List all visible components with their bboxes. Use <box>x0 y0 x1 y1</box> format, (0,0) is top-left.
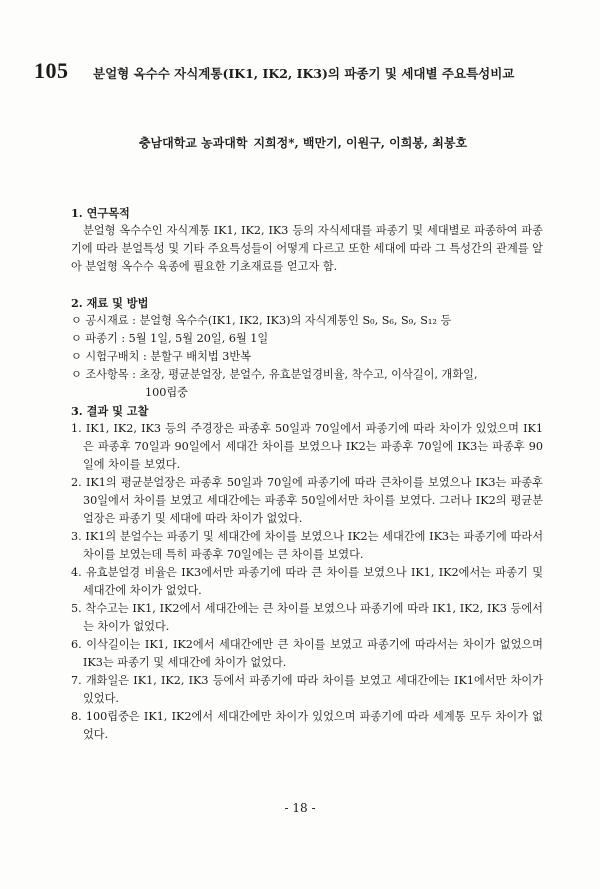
result-item: 4. 유효분얼경 비율은 IK3에서만 파종기에 따라 큰 차이를 보였으나 IK1, IK2에서는 파종기 및 세대간에 차이가 없었다. <box>71 566 543 597</box>
methods-item: ㅇ 파종기 : 5월 1일, 5월 20일, 6월 1일 <box>71 332 269 345</box>
methods-item: ㅇ 조사항목 : 초장, 평균분얼장, 분얼수, 유효분얼경비율, 착수고, 이삭길이, 개화일, <box>71 368 478 381</box>
author-line <box>0 134 600 151</box>
author-names: 지희정*, 백만기, 이원구, 이희봉, 최봉호 <box>253 136 468 150</box>
paper-body <box>71 204 543 744</box>
affiliation: 충남대학교 농과대학 <box>138 136 248 150</box>
methods-item: ㅇ 공시재료 : 분얼형 옥수수(IK1, IK2, IK3)의 자식계통인 S₀, S₆, S₉, S₁₂ 등 <box>71 314 452 327</box>
result-item: 5. 착수고는 IK1, IK2에서 세대간에는 큰 차이를 보였으나 파종기에 따라 IK1, IK2, IK3 등에서는 차이가 없었다. <box>71 602 543 633</box>
paper-title: 분얼형 옥수수 자식계통(IK1, IK2, IK3)의 파종기 및 세대별 주요특성비교 <box>93 66 515 81</box>
page-number: 105 <box>34 58 69 83</box>
result-item: 7. 개화일은 IK1, IK2, IK3 등에서 파종기에 따라 차이를 보였고 세대간에는 IK1에서만 차이가 있었다. <box>71 674 543 705</box>
purpose-paragraph: 분얼형 옥수수인 자식계통 IK1, IK2, IK3 등의 자식세대를 파종기 및 세대별로 파종하여 파종기에 따라 분얼특성 및 기타 주요특성들이 어떻게 다르고 또한 세대에 따라 그 특성간의 관계를 알아 분얼형 옥수수 육종에 필요한 기초재료를 얻고자 함. <box>71 224 543 273</box>
result-item: 2. IK1의 평균분얼장은 파종후 50일과 70일에 파종기에 따라 큰차이를 보였으나 IK3는 파종후 30일에서 차이를 보였고 세대간에는 파종후 50일에서만 차이를 보였다. 그러나 IK2의 평균분얼장은 파종기 및 세대에 따라 차이가 없었다. <box>71 476 543 525</box>
results-heading: 3. 결과 및 고찰 <box>71 404 149 418</box>
methods-item: ㅇ 시험구배치 : 분할구 배치법 3반복 <box>71 350 251 363</box>
result-item: 1. IK1, IK2, IK3 등의 주경장은 파종후 50일과 70일에서 파종기에 따라 차이가 있었으며 IK1은 파종후 70일과 90일에서 세대간 차이를 보였으나 IK2는 파종후 70일에 IK3는 파종후 90일에 차이를 보였다. <box>71 422 543 471</box>
methods-item-continuation: 100립중 <box>145 386 188 399</box>
purpose-heading: 1. 연구목적 <box>71 206 130 220</box>
methods-heading: 2. 재료 및 방법 <box>71 296 149 310</box>
result-item: 3. IK1의 분얼수는 파종기 및 세대간에 차이를 보였으나 IK2는 세대간에 IK3는 파종기에 따라서 차이를 보였는데 특히 파종후 70일에는 큰 차이를 보였다. <box>71 530 543 561</box>
page-footer: - 18 - <box>284 801 316 815</box>
result-item: 8. 100립중은 IK1, IK2에서 세대간에만 차이가 있었으며 파종기에 따라 세계통 모두 차이가 없었다. <box>71 710 543 741</box>
result-item: 6. 이삭길이는 IK1, IK2에서 세대간에만 큰 차이를 보였고 파종기에 따라서는 차이가 없었으며 IK3는 파종기 및 세대간에 차이가 없었다. <box>71 638 543 669</box>
